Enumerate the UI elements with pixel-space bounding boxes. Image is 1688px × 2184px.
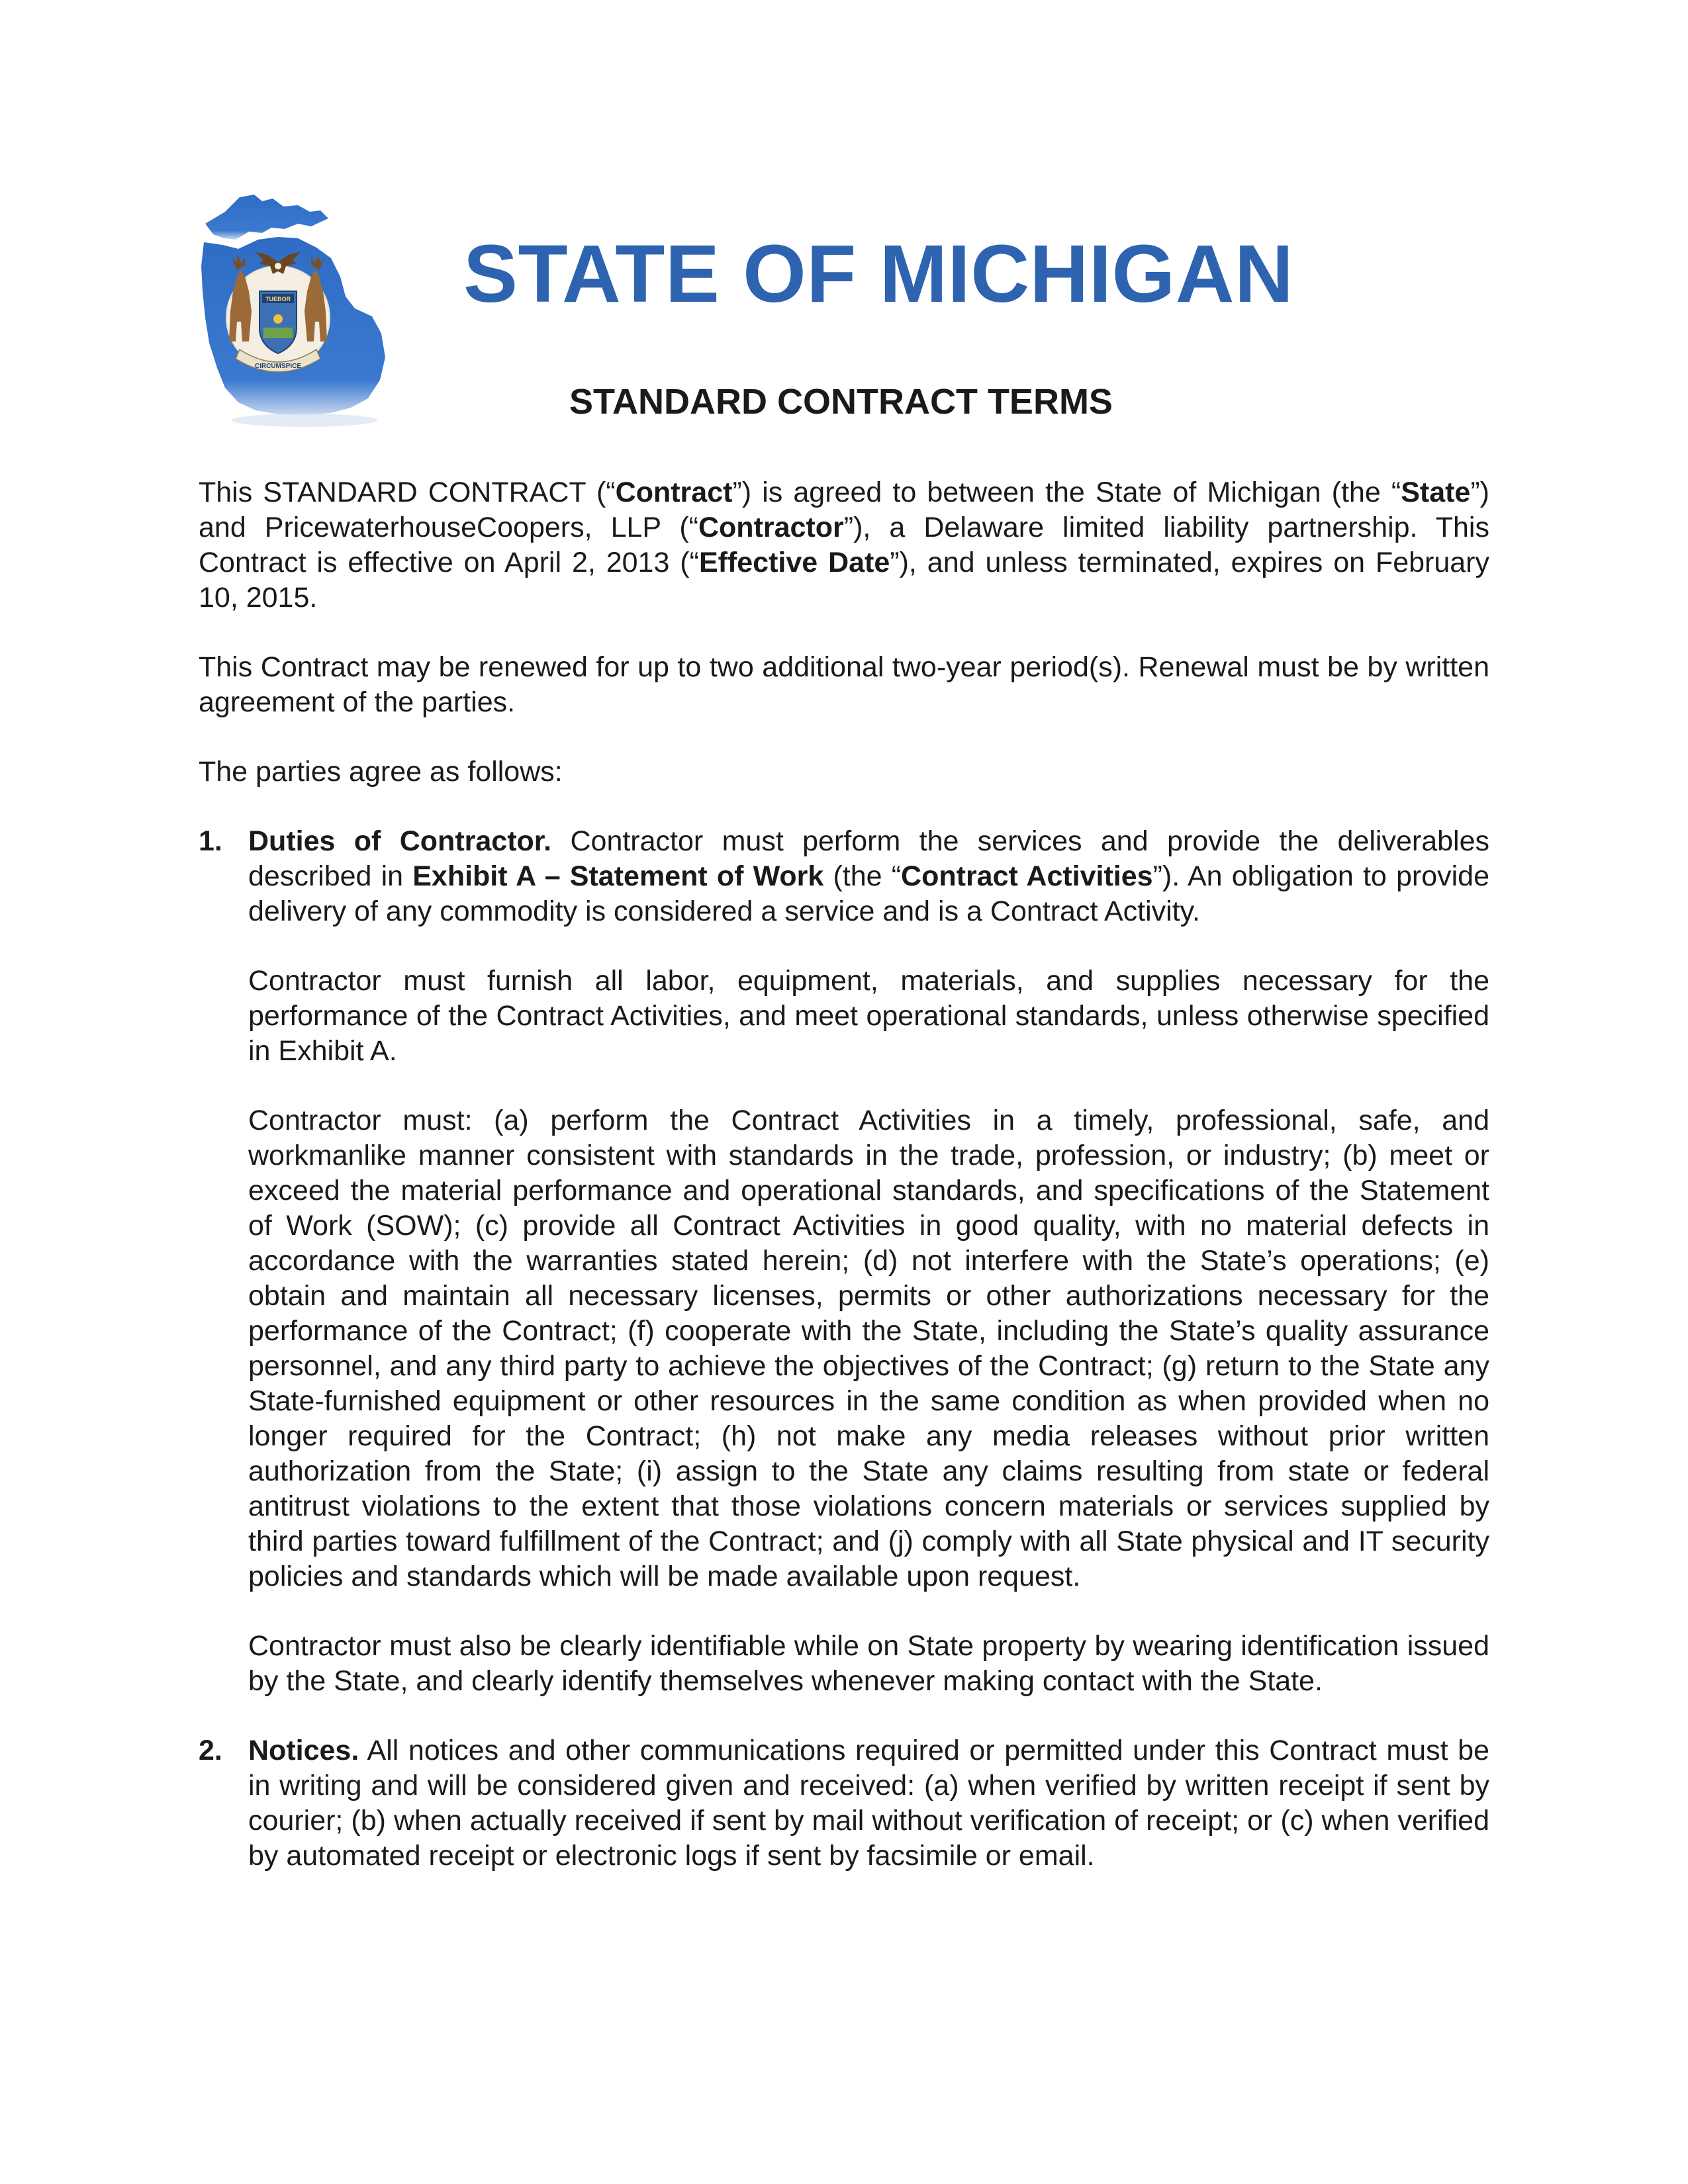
term-effective-date: Effective Date — [698, 547, 890, 578]
section-heading: Duties of Contractor. — [248, 825, 552, 857]
term-state: State — [1401, 477, 1471, 508]
term-contract: Contract — [615, 477, 733, 508]
term-contractor: Contractor — [698, 512, 844, 543]
intro-paragraph-3: The parties agree as follows: — [199, 756, 563, 788]
section-number: 1. — [199, 825, 222, 857]
michigan-seal-logo — [199, 192, 397, 430]
section-1-paragraph-4: Contractor must also be clearly identifiable while on State property by wearing identification issued by the State, and clearly identify themselves whenever making contact with the State. — [248, 1630, 1489, 1697]
section-2-paragraph-1: Notices. All notices and other communications required or permitted under this Contract must be in writing and will be considered given and received: (a) when verified by written receipt if sent by courier; (b) when actually received if sent by mail without verification of receipt; or (c) when verified by automated receipt or electronic logs if sent by facsimile or email. — [248, 1735, 1489, 1872]
term-contract-activities: Contract Activities — [901, 860, 1153, 892]
intro-paragraph-1: This STANDARD CONTRACT (“Contract”) is agreed to between the State of Michigan (the “State”) and PricewaterhouseCoopers, LLP (“Contractor”), a Delaware limited liability partnership. This Contract is effective on April 2, 2013 (“Effective Date”), and unless terminated, expires on February 10, 2015. — [199, 477, 1489, 614]
page-subtitle: STANDARD CONTRACT TERMS — [569, 382, 1113, 422]
term-exhibit-a: Exhibit A – Statement of Work — [412, 860, 824, 892]
section-1-paragraph-3: Contractor must: (a) perform the Contract Activities in a timely, professional, safe, and workmanlike manner consistent with standards in the trade, profession, or industry; (b) meet or exceed the material performance and operational standards, and specifications of the Statement of Work (SOW); (c) provide all Contract Activities in good quality, with no material defects in accordance with the warranties stated herein; (d) not interfere with the State’s operations; (e) obtain and maintain all necessary licenses, permits or other authorizations necessary for the performance of the Contract; (f) cooperate with the State, including the State’s quality assurance personnel, and any third party to achieve the objectives of the Contract; (g) return to the State any State-furnished equipment or other resources in the same condition as when provided when no longer required for the Contract; (h) not make any media releases without prior written authorization from the State; (i) assign to the State any claims resulting from state or federal antitrust violations to the extent that those violations concern materials or services supplied by third parties toward fulfillment of the Contract; and (j) comply with all State physical and IT security policies and standards which will be made available upon request. — [248, 1105, 1489, 1592]
section-number: 2. — [199, 1735, 222, 1766]
contract-body — [199, 475, 1489, 1908]
page-title: STATE OF MICHIGAN — [463, 229, 1294, 320]
section-1-paragraph-2: Contractor must furnish all labor, equipment, materials, and supplies necessary for the performance of the Contract Activities, and meet operational standards, unless otherwise specified in Exhibit A. — [248, 965, 1489, 1067]
section-duties-of-contractor — [199, 824, 1489, 1699]
seal-ribbon-text: CIRCUMSPICE — [254, 363, 302, 370]
intro-paragraph-2: This Contract may be renewed for up to two additional two-year period(s). Renewal must be by written agreement of the parties. — [199, 651, 1489, 718]
seal-banner-text: TUEBOR — [265, 296, 291, 302]
section-1-paragraph-1: Duties of Contractor. Contractor must perform the services and provide the deliverables described in Exhibit A – Statement of Work (the “Contract Activities”). An obligation to provide delivery of any commodity is considered a service and is a Contract Activity. — [248, 825, 1490, 927]
section-heading: Notices. — [248, 1735, 359, 1766]
section-notices — [199, 1733, 1489, 1874]
